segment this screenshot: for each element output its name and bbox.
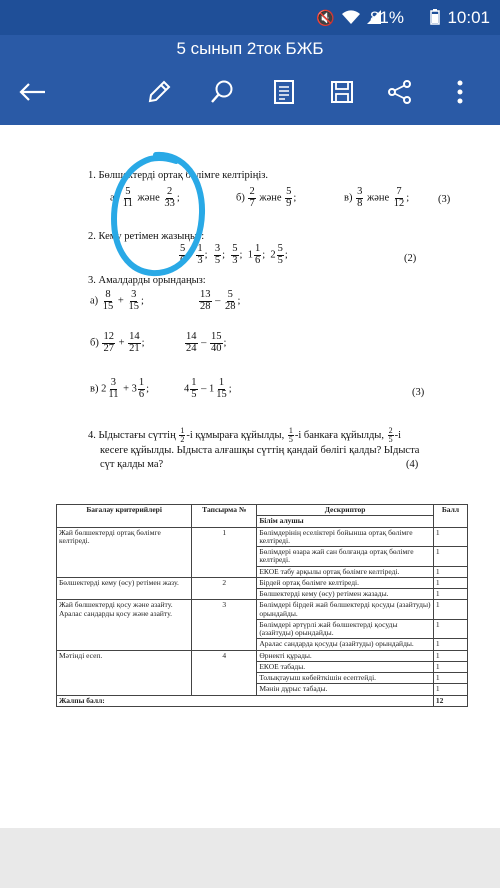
share-icon	[387, 79, 413, 105]
fraction: $\frac{2}{5}$	[388, 426, 393, 444]
battery-level: 81%	[369, 8, 404, 27]
question-1b: б) $\frac{2}{7}$ және $\frac{5}{9}$ ;	[236, 186, 297, 209]
fraction: $\frac{5}{3}$	[232, 243, 238, 266]
status-bar	[0, 0, 500, 35]
fraction: $\frac{5}{6}$	[180, 243, 186, 266]
fraction: $\frac{1}{5}$	[191, 377, 197, 400]
fraction: $\frac{1}{2}$	[180, 426, 185, 444]
search-icon	[209, 79, 235, 105]
question-4-line-1: 4. Ыдыстағы сүттің $\frac{1}{2}$ -і құмыраға құйылды, $\frac{1}{5}$ -і банкаға құйылды, $\frac{2}{5}$ -і	[88, 426, 402, 444]
header-task: Тапсырма №	[192, 505, 257, 528]
fraction: $\frac{3}{11}$	[108, 377, 119, 400]
question-3c2: 4 $\frac{1}{5}$ – 1 $\frac{1}{15}$ ;	[184, 377, 232, 400]
mute-icon: 🔇	[316, 10, 335, 27]
fraction: $\frac{1}{3}$	[197, 243, 203, 266]
question-1c: в) $\frac{3}{8}$ және $\frac{7}{12}$ ;	[344, 186, 410, 209]
fraction: $\frac{3}{5}$	[214, 243, 221, 266]
question-3-score: (3)	[412, 387, 425, 398]
question-3c: в) 2 $\frac{3}{11}$ + 3 $\frac{1}{6}$ ;	[90, 377, 150, 400]
question-3b: б) $\frac{12}{27}$ + $\frac{14}{21}$ ;	[90, 331, 145, 354]
fraction: $\frac{5}{28}$	[225, 289, 236, 312]
save-icon	[330, 80, 354, 104]
table-row: ЕКОЕ табады. 1	[57, 661, 468, 672]
fraction: $\frac{3}{8}$	[357, 186, 363, 209]
fraction: $\frac{2}{7}$	[249, 186, 255, 209]
header-score: Балл	[433, 505, 467, 528]
document-page[interactable]	[0, 125, 500, 828]
table-row: Мәтінді есеп. 4 Өрнекті құрады. 1	[57, 650, 468, 661]
table-row: Бөлшектерді кему (өсу) ретімен жазу. 2 Бірдей ортақ бөлімге келтіреді. 1	[57, 577, 468, 588]
table-row: Аралас сандарда қосуды (азайтуды) орындайды. 1	[57, 639, 468, 650]
more-options-button[interactable]	[448, 75, 472, 109]
fraction: $\frac{15}{40}$	[211, 331, 222, 354]
app-toolbar	[0, 35, 500, 125]
document-icon	[273, 79, 295, 105]
assessment-criteria-table	[56, 504, 468, 707]
question-2-row: $\frac{5}{6}$ ; $\frac{1}{3}$ ; $\frac{3}{5}$ ; $\frac{5}{3}$ ; 1 $\frac{1}{6}$ ; 2 $\frac{5}{5}$ ;	[180, 243, 288, 266]
read-mode-button[interactable]	[267, 75, 301, 109]
question-1-score: (3)	[438, 194, 451, 205]
fraction: $\frac{1}{15}$	[216, 377, 227, 400]
table-row: Толықтауыш көбейткішін есептейді. 1	[57, 673, 468, 684]
pencil-icon	[146, 79, 172, 105]
search-button[interactable]	[205, 75, 239, 109]
question-4-line-2: кесеге құйылды. Ыдыста алғашқы сүттің қандай бөлігі қалды? Ыдыста	[100, 445, 420, 456]
question-2-score: (2)	[404, 253, 417, 264]
question-3b2: $\frac{14}{24}$ – $\frac{15}{40}$ ;	[186, 331, 227, 354]
total-row: Жалпы балл: 12	[57, 695, 468, 706]
fraction: $\frac{7}{12}$	[393, 186, 405, 209]
save-button[interactable]	[325, 75, 359, 109]
wifi-icon	[341, 9, 361, 29]
fraction: $\frac{1}{6}$	[254, 243, 261, 266]
table-row: Бөлімдері әртүрлі жай бөлшектерді қосуды (азайтуды) орындайды. 1	[57, 619, 468, 639]
question-1-text: 1. Бөлшектерді ортақ бөлімге келтіріңіз.	[88, 170, 269, 181]
ink-circle-annotation	[106, 149, 208, 281]
fraction: $\frac{2}{33}$	[164, 186, 175, 209]
question-3a2: $\frac{13}{28}$ – $\frac{5}{28}$ ;	[200, 289, 241, 312]
question-4-line-3: сүт қалды ма?	[100, 459, 164, 470]
fraction: $\frac{3}{15}$	[128, 289, 139, 312]
back-arrow-icon	[18, 82, 46, 102]
fraction: $\frac{13}{28}$	[200, 289, 211, 312]
header-descriptor: Дескриптор	[257, 505, 434, 516]
fraction: $\frac{14}{21}$	[129, 331, 140, 354]
question-1-row: а) $\frac{5}{11}$ және $\frac{2}{33}$ ;	[110, 186, 180, 209]
fraction: $\frac{1}{6}$	[138, 377, 145, 400]
table-row: Бөлшектерді кему (өсу) ретімен жазады. 1	[57, 589, 468, 600]
back-button[interactable]	[14, 75, 50, 109]
fraction: $\frac{5}{9}$	[286, 186, 292, 209]
more-vert-icon	[457, 80, 463, 104]
question-4-score: (4)	[406, 459, 419, 470]
clock: 10:01	[447, 8, 490, 27]
header-descriptor-sub: Білім алушы	[257, 516, 434, 527]
battery-icon	[430, 9, 440, 29]
question-3a: а) $\frac{8}{15}$ + $\frac{3}{15}$ ;	[90, 289, 144, 312]
table-row: Мәнін дұрыс табады. 1	[57, 684, 468, 695]
fraction: $\frac{8}{15}$	[102, 289, 114, 312]
table-row: Жай бөлшектерді ортақ бөлімге келтіреді. 1 Бөлімдерінің еселіктері бойынша ортақ бөлімге келтіреді. 1	[57, 527, 468, 547]
share-button[interactable]	[383, 75, 417, 109]
fraction: $\frac{1}{5}$	[288, 426, 293, 444]
question-3-text: 3. Амалдарды орындаңыз:	[88, 275, 206, 286]
table-row: Бөлімдері өзара жай сан болғанда ортақ бөлімге келтіреді. 1	[57, 547, 468, 567]
header-criteria: Бағалау критерийлері	[57, 505, 192, 528]
fraction: $\frac{5}{11}$	[122, 186, 133, 209]
table-row: ЕКОЕ табу арқылы ортақ бөлімге келтіреді. 1	[57, 566, 468, 577]
document-title: 5 сынып 2ток БЖБ	[176, 39, 324, 58]
edit-button[interactable]	[142, 75, 176, 109]
fraction: $\frac{12}{27}$	[103, 331, 114, 354]
fraction: $\frac{5}{5}$	[277, 243, 283, 266]
fraction: $\frac{14}{24}$	[186, 331, 197, 354]
table-row: Жай бөлшектерді қосу және азайту. Аралас сандарды қосу және азайту. 3 Бөлімдері бірдей жай бөлшектерді қосуды (азайтуды) орындайды. 1	[57, 600, 468, 620]
question-2-text: 2. Кему ретімен жазыңыз:	[88, 231, 205, 242]
